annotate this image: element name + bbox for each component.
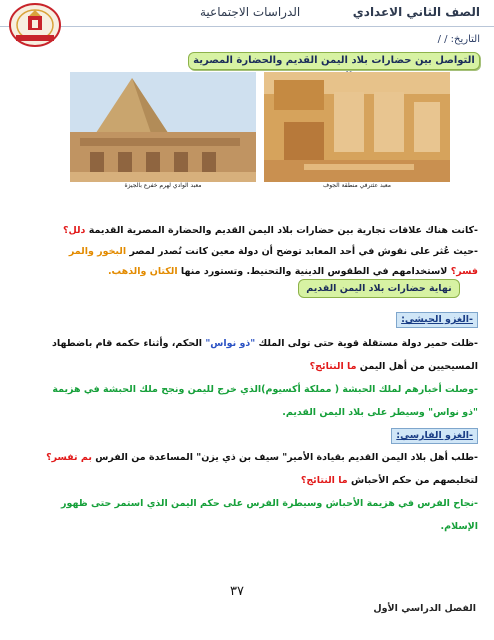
photos-row: [70, 72, 450, 192]
question-prompt: دلل؟: [62, 225, 86, 236]
highlight-goods: الكتان والذهب.: [107, 266, 178, 277]
line-text: لاستخدامهم في الطقوس الدينية والتحنيط. وتستورد منها: [177, 266, 451, 277]
persian-line-1: [16, 452, 478, 463]
abyssinian-line-1: [16, 338, 478, 349]
left-photo-caption: معبد الوادي لهرم خفرع بالجيزة: [124, 182, 202, 189]
line-text: لتخليصهم من حكم الأحباش: [347, 475, 478, 486]
lesson-title: التواصل بين حضارات بلاد اليمن القديم والحضارة المصرية: [188, 52, 480, 70]
highlight-goods: البخور والمر: [68, 246, 127, 257]
grade-label: الصف الثاني الاعدادي: [352, 5, 480, 19]
abyssinian-line-2: [16, 361, 478, 372]
date-field: التاريخ: / /: [437, 34, 480, 45]
line-text: -حيث عُثر على نقوش في أحد المعابد توضح أن دولة معين كانت تُصدر لمصر: [126, 246, 478, 257]
question-prompt: بم تفسر؟: [46, 452, 92, 463]
khafre-valley-temple-photo: [70, 72, 256, 182]
page-number: ٣٧: [230, 584, 244, 599]
line-text: الحكم، وأثناء حكمه قام باضطهاد: [52, 338, 206, 349]
question-prompt: ما النتائج؟: [300, 475, 348, 486]
subject-label: الدراسات الاجتماعية: [200, 5, 301, 19]
abyssinian-heading: -الغزو الحبشي:: [396, 312, 478, 328]
paragraph-line-3: [16, 266, 478, 277]
question-prompt: ما النتائج؟: [309, 361, 357, 372]
persian-line-3: -نجاح الفرس في هزيمة الأحباش وسيطرة الفرس على حكم اليمن الذي استمر حتى ظهور: [61, 498, 478, 509]
line-text: -طلب أهل بلاد اليمن القديم بقيادة الأمير" سيف بن ذي يزن" المساعدة من الفرس: [91, 452, 478, 463]
line-text: -كانت هناك علاقات تجارية بين حضارات بلاد اليمن القديم والحضارة المصرية القديمة: [85, 225, 478, 236]
section-title-end: نهاية حضارات بلاد اليمن القديم: [298, 279, 460, 298]
school-emblem-icon: [8, 2, 62, 48]
line-text: المسيحيين من أهل اليمن: [356, 361, 478, 372]
line-text: -ظلت حمير دولة مستقلة قوية حتى تولى الملك: [255, 338, 478, 349]
question-prompt: فسر؟: [450, 266, 478, 277]
athtar-temple-photo: [264, 72, 450, 182]
persian-heading: -الغزو الفارسي:: [391, 428, 478, 444]
abyssinian-line-3: -وصلت أخبارهم لملك الحبشة ( مملكة أكسيوم)الذي خرج لليمن ونجح ملك الحبشة في هزيمة: [52, 384, 478, 395]
right-photo-caption: معبد عثترفي منطقة الجوف: [322, 182, 392, 189]
persian-line-2: [16, 475, 478, 486]
semester-footer: الفصل الدراسي الأول: [373, 603, 476, 614]
line-text: وسيطر على بلاد اليمن القديم.: [282, 407, 429, 418]
page-header: [0, 0, 494, 27]
paragraph-line-1: [16, 225, 478, 236]
paragraph-line-2: [16, 246, 478, 257]
persian-line-4: الإسلام.: [440, 521, 478, 532]
abyssinian-line-4: [16, 407, 478, 418]
king-name: "ذو نواس": [205, 338, 256, 349]
king-name: "ذو نواس": [428, 407, 478, 418]
